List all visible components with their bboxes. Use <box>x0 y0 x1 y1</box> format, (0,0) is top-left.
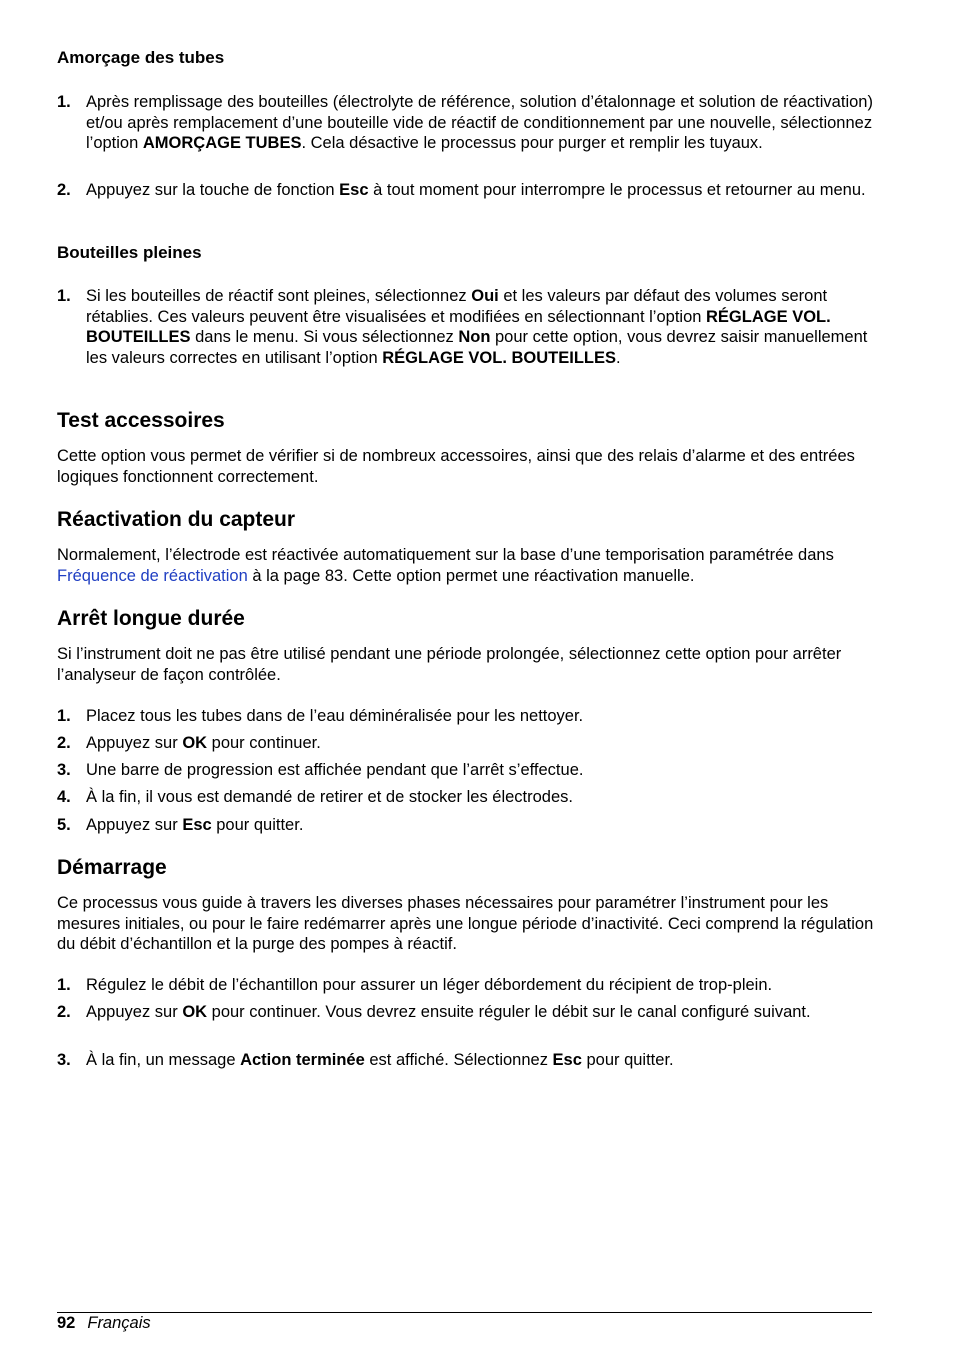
text: À la fin, il vous est demandé de retirer et de stocker les électrodes. <box>86 788 573 806</box>
bold-text: Oui <box>471 287 499 305</box>
list-number: 2. <box>57 1003 71 1021</box>
list-number: 4. <box>57 788 71 806</box>
list-number: 3. <box>57 761 71 779</box>
list-item <box>57 706 875 727</box>
text: à la page 83. Cette option permet une réactivation manuelle. <box>247 566 695 585</box>
footer-rule <box>57 1312 872 1313</box>
list-item <box>57 787 875 808</box>
list-item <box>57 1050 875 1071</box>
text: . <box>616 348 621 367</box>
heading-arret: Arrêt longue durée <box>57 607 245 630</box>
list-item <box>57 1002 875 1023</box>
text: Appuyez sur <box>86 1003 183 1021</box>
list-number: 1. <box>57 976 71 994</box>
text: pour continuer. <box>207 734 321 752</box>
bold-text: Esc <box>339 181 369 199</box>
text: à tout moment pour interrompre le processus et retourner au menu. <box>368 181 866 199</box>
text: Placez tous les tubes dans de l’eau déminéralisée pour les nettoyer. <box>86 707 584 725</box>
text: Appuyez sur la touche de fonction <box>86 181 340 199</box>
bold-text: RÉGLAGE VOL. BOUTEILLES <box>86 307 831 346</box>
bold-text: OK <box>182 734 208 752</box>
list-number: 1. <box>57 287 71 305</box>
paragraph: Ce processus vous guide à travers les diverses phases nécessaires pour paramétrer l’instrument pour les mesures initiales, ou pour le faire redémarrer après une longue période d’inactivité. Ceci comprend la régulation du débit d’échantillon et la purge des pompes à réactif. <box>57 894 874 953</box>
text: pour continuer. Vous devrez ensuite réguler le débit sur le canal configuré suivant. <box>207 1003 811 1021</box>
bold-text: Non <box>458 328 491 346</box>
text: dans le menu. Si vous sélectionnez <box>190 328 459 346</box>
heading-demarrage: Démarrage <box>57 856 167 879</box>
text: . Cela désactive le processus pour purger et remplir les tuyaux. <box>301 134 763 152</box>
text: Normalement, l’électrode est réactivée automatiquement sur la base d’une temporisation paramétrée dans <box>57 546 834 564</box>
list-item <box>57 180 875 201</box>
text: Appuyez sur <box>86 816 183 834</box>
heading-bouteilles: Bouteilles pleines <box>57 243 202 262</box>
text: Appuyez sur <box>86 734 183 752</box>
list-number: 1. <box>57 93 71 111</box>
text: Si les bouteilles de réactif sont pleines, sélectionnez <box>86 287 472 305</box>
language-label: Français <box>87 1314 151 1332</box>
text: À la fin, un message <box>86 1051 241 1069</box>
bold-text: Esc <box>552 1051 582 1069</box>
text: Après remplissage des bouteilles (électrolyte de référence, solution d’étalonnage et solution de réactivation) et/ou après remplacement d’une bouteille vide de réactif de conditionnement par une nouvelle, sélectionnez l’option <box>86 93 873 152</box>
heading-test-accessoires: Test accessoires <box>57 409 225 432</box>
heading-amorcage: Amorçage des tubes <box>57 48 225 67</box>
list-number: 3. <box>57 1051 71 1069</box>
text: pour cette option, vous devrez saisir manuellement les valeurs correctes en utilisant l’option <box>86 328 868 367</box>
list-item <box>57 92 875 154</box>
bold-text: Esc <box>182 816 212 834</box>
paragraph <box>57 545 875 586</box>
list-item <box>57 975 875 996</box>
paragraph: Si l’instrument doit ne pas être utilisé pendant une période prolongée, sélectionnez cette option pour arrêter l’analyseur de façon contrôlée. <box>57 645 842 684</box>
text: pour quitter. <box>211 816 304 834</box>
bold-text: Action terminée <box>240 1051 365 1069</box>
paragraph: Cette option vous permet de vérifier si de nombreux accessoires, ainsi que des relais d’alarme et des entrées logiques fonctionnent correctement. <box>57 447 855 486</box>
page-number: 92 <box>57 1314 76 1332</box>
bold-text: RÉGLAGE VOL. BOUTEILLES <box>382 348 616 367</box>
reactivation-frequency-link[interactable]: Fréquence de réactivation <box>57 566 248 585</box>
list-item <box>57 286 875 368</box>
heading-reactivation: Réactivation du capteur <box>57 508 296 531</box>
text: Une barre de progression est affichée pendant que l’arrêt s’effectue. <box>86 761 584 779</box>
list-number: 1. <box>57 707 71 725</box>
list-item <box>57 815 875 836</box>
page-footer <box>57 1313 151 1333</box>
text: pour quitter. <box>581 1051 674 1069</box>
text: et les valeurs par défaut des volumes seront rétablies. Ces valeurs peuvent être visualisées et modifiées en sélectionnant l’option <box>86 287 828 326</box>
bold-text: AMORÇAGE TUBES <box>142 134 302 152</box>
bold-text: OK <box>182 1003 208 1021</box>
list-item <box>57 733 875 754</box>
list-number: 5. <box>57 816 71 834</box>
text: est affiché. Sélectionnez <box>364 1051 553 1069</box>
list-item <box>57 760 875 781</box>
text: Régulez le débit de l’échantillon pour assurer un léger débordement du récipient de trop-plein. <box>86 976 773 994</box>
list-number: 2. <box>57 181 71 199</box>
list-number: 2. <box>57 734 71 752</box>
